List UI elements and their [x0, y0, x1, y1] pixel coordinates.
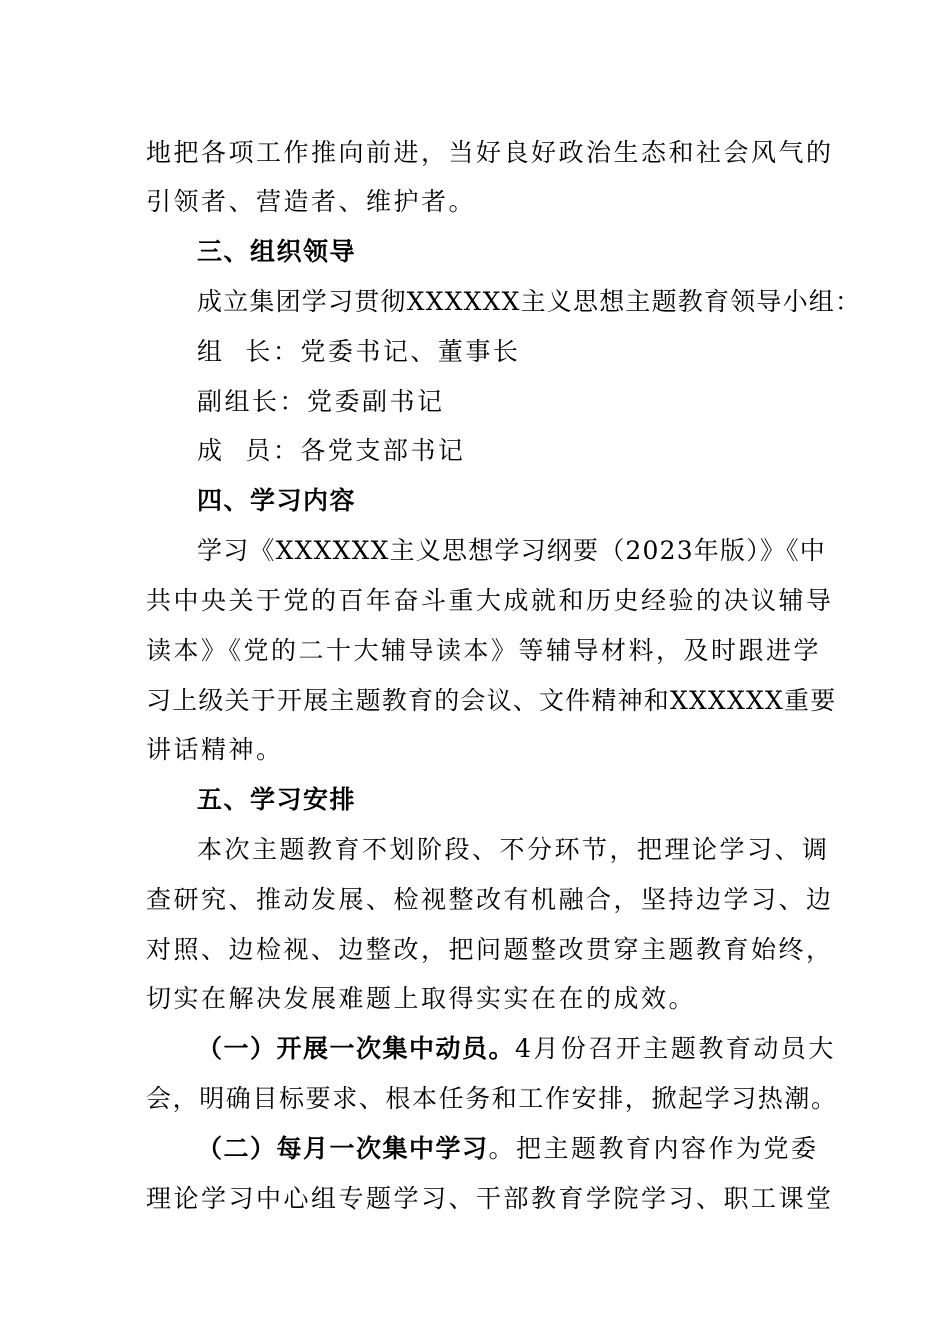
item-one-title: （一）开展一次集中动员。	[197, 1034, 516, 1063]
body-text-line: 切实在解决发展难题上取得实实在在的成效。	[146, 984, 697, 1013]
body-text-line: 习上级关于开展主题教育的会议、文件精神和XXXXXX重要	[146, 686, 837, 715]
item-one-text: 4月份召开主题教育动员大	[515, 1034, 836, 1063]
item-two-line	[197, 1134, 819, 1164]
body-text-line: 本次主题教育不划阶段、不分环节，把理论学习、调	[197, 835, 830, 864]
item-two-text: 。把主题教育内容作为党委	[488, 1134, 819, 1163]
body-text-line: 地把各项工作推向前进，当好良好政治生态和社会风气的	[146, 138, 834, 167]
body-text-line: 共中央关于党的百年奋斗重大成就和历史经验的决议辅导	[146, 586, 834, 615]
body-text-line: 讲话精神。	[146, 735, 284, 764]
body-text-line: 组 长：党委书记、董事长	[197, 337, 521, 366]
body-text-line: 读本》《党的二十大辅导读本》等辅导材料，及时跟进学	[146, 636, 822, 665]
section-heading-arrangement: 五、学习安排	[197, 785, 357, 814]
body-text-line: 查研究、推动发展、检视整改有机融合，坚持边学习、边	[146, 885, 834, 914]
body-text-line: 对照、边检视、边整改，把问题整改贯穿主题教育始终，	[146, 935, 834, 964]
section-heading-organization: 三、组织领导	[197, 237, 357, 266]
body-text-line: 成立集团学习贯彻XXXXXX主义思想主题教育领导小组：	[197, 287, 862, 316]
body-text-line: 学习《XXXXXX主义思想学习纲要（2023年版）》《中	[197, 536, 827, 565]
body-text-line: 理论学习中心组专题学习、干部教育学院学习、职工课堂	[146, 1184, 834, 1213]
item-one-line	[197, 1034, 836, 1064]
body-text-line: 副组长：党委副书记	[197, 387, 445, 416]
body-text-line: 引领者、营造者、维护者。	[146, 187, 477, 216]
body-text-line: 成 员：各党支部书记	[197, 436, 466, 465]
section-heading-content: 四、学习内容	[197, 486, 357, 515]
item-two-title: （二）每月一次集中学习	[197, 1134, 489, 1163]
body-text-line: 会，明确目标要求、根本任务和工作安排，掀起学习热潮。	[146, 1084, 838, 1113]
